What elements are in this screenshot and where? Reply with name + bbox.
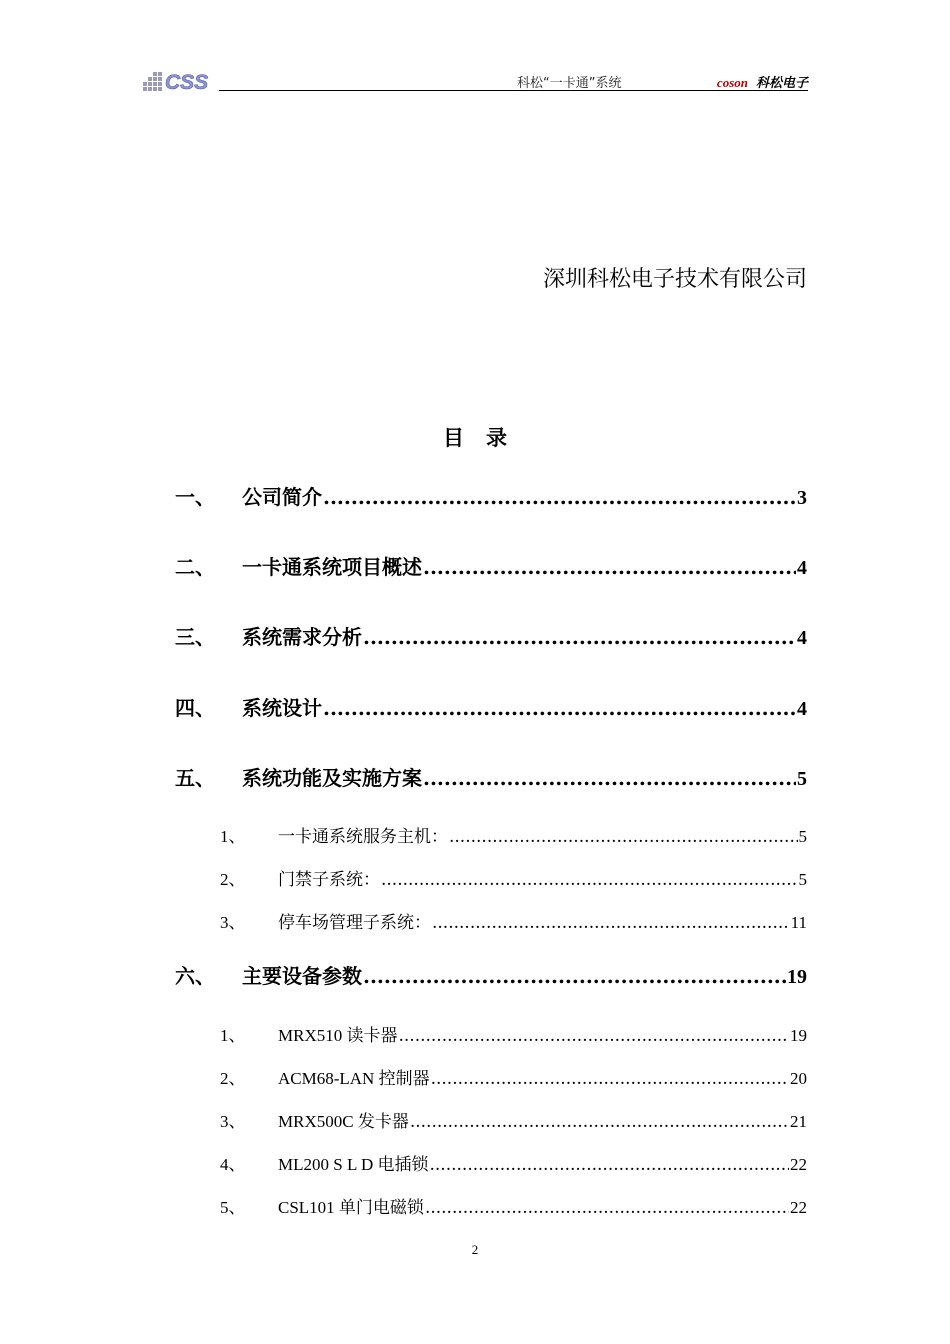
toc-page: 5 bbox=[797, 768, 807, 790]
toc-leader bbox=[410, 1112, 789, 1132]
toc-number: 三、 bbox=[175, 625, 215, 649]
toc-number: 5、 bbox=[220, 1198, 246, 1217]
toc-leader bbox=[398, 1026, 789, 1046]
toc-page: 4 bbox=[797, 698, 807, 720]
toc-label: ACM68-LAN 控制器 bbox=[278, 1069, 430, 1088]
toc-subentry[interactable] bbox=[220, 908, 807, 933]
toc-label: 停车场管理子系统： bbox=[278, 913, 431, 932]
toc-page: 21 bbox=[790, 1112, 807, 1131]
toc-number: 一、 bbox=[175, 485, 215, 509]
toc-leader bbox=[323, 485, 796, 509]
toc-leader bbox=[449, 827, 798, 847]
toc-subentry[interactable] bbox=[220, 1107, 807, 1132]
toc-subentry[interactable] bbox=[220, 1150, 807, 1175]
page-number: 2 bbox=[471, 1242, 479, 1257]
toc-page: 22 bbox=[790, 1155, 807, 1174]
toc-label: MRX500C 发卡器 bbox=[278, 1112, 409, 1131]
company-name: 深圳科松电子技术有限公司 bbox=[542, 267, 807, 292]
toc-label: CSL101 单门电磁锁 bbox=[278, 1198, 424, 1217]
toc-label: ML200 S L D 电插锁 bbox=[278, 1155, 429, 1174]
toc-entry[interactable] bbox=[175, 960, 807, 989]
toc-entry[interactable] bbox=[175, 692, 807, 721]
toc-number: 3、 bbox=[220, 1112, 246, 1131]
toc-entry[interactable] bbox=[175, 551, 807, 580]
header-title: 科松“一卡通”系统 bbox=[517, 76, 622, 91]
toc-number: 六、 bbox=[175, 964, 215, 988]
toc-subentry[interactable] bbox=[220, 1064, 807, 1089]
toc-label: 一卡通系统服务主机： bbox=[278, 827, 448, 846]
toc-number: 4、 bbox=[220, 1155, 246, 1174]
toc-entry[interactable] bbox=[175, 621, 807, 650]
page-header bbox=[143, 68, 808, 94]
toc-page: 5 bbox=[798, 870, 807, 889]
toc-leader bbox=[425, 1198, 789, 1218]
toc-subentry[interactable] bbox=[220, 865, 807, 890]
toc-number: 1、 bbox=[220, 827, 246, 846]
toc-label: 一卡通系统项目概述 bbox=[242, 555, 422, 579]
toc-number: 3、 bbox=[220, 913, 246, 932]
toc-number: 五、 bbox=[175, 766, 215, 790]
toc-page: 20 bbox=[790, 1069, 807, 1088]
toc-page: 11 bbox=[790, 913, 807, 932]
toc-leader bbox=[363, 964, 786, 988]
toc-subentry[interactable] bbox=[220, 1193, 807, 1218]
header-brand bbox=[717, 72, 808, 91]
toc-leader bbox=[432, 913, 790, 933]
toc-label: 系统设计 bbox=[242, 696, 322, 720]
toc-label: 门禁子系统： bbox=[278, 870, 380, 889]
toc-leader bbox=[381, 870, 798, 890]
brand-cn: 科松电子 bbox=[755, 76, 808, 91]
toc-page: 19 bbox=[787, 966, 807, 988]
toc-number: 1、 bbox=[220, 1026, 246, 1045]
svg-text:CSS: CSS bbox=[165, 71, 209, 92]
toc-label: MRX510 读卡器 bbox=[278, 1026, 398, 1045]
toc-subentry[interactable] bbox=[220, 822, 807, 847]
toc-entry[interactable] bbox=[175, 481, 807, 510]
css-logo bbox=[143, 70, 217, 92]
toc-leader bbox=[323, 696, 796, 720]
toc-leader bbox=[430, 1155, 790, 1175]
toc-number: 四、 bbox=[175, 696, 215, 720]
toc-label: 系统需求分析 bbox=[242, 625, 362, 649]
toc-leader bbox=[363, 625, 796, 649]
toc-number: 二、 bbox=[175, 555, 215, 579]
toc-label: 主要设备参数 bbox=[242, 964, 362, 988]
toc-page: 3 bbox=[797, 487, 807, 509]
toc-leader bbox=[431, 1069, 789, 1089]
toc-page: 5 bbox=[798, 827, 807, 846]
toc-title: 目录 bbox=[443, 426, 529, 450]
toc-entry[interactable] bbox=[175, 762, 807, 791]
toc-subentry[interactable] bbox=[220, 1021, 807, 1046]
toc-number: 2、 bbox=[220, 1069, 246, 1088]
toc-page: 4 bbox=[797, 627, 807, 649]
toc-label: 公司简介 bbox=[242, 485, 322, 509]
toc-page: 4 bbox=[797, 557, 807, 579]
toc-leader bbox=[423, 555, 796, 579]
toc-page: 19 bbox=[790, 1026, 807, 1045]
brand-en: coson bbox=[716, 75, 748, 90]
toc-label: 系统功能及实施方案 bbox=[242, 766, 422, 790]
toc-page: 22 bbox=[790, 1198, 807, 1217]
toc-number: 2、 bbox=[220, 870, 246, 889]
toc-leader bbox=[423, 766, 796, 790]
